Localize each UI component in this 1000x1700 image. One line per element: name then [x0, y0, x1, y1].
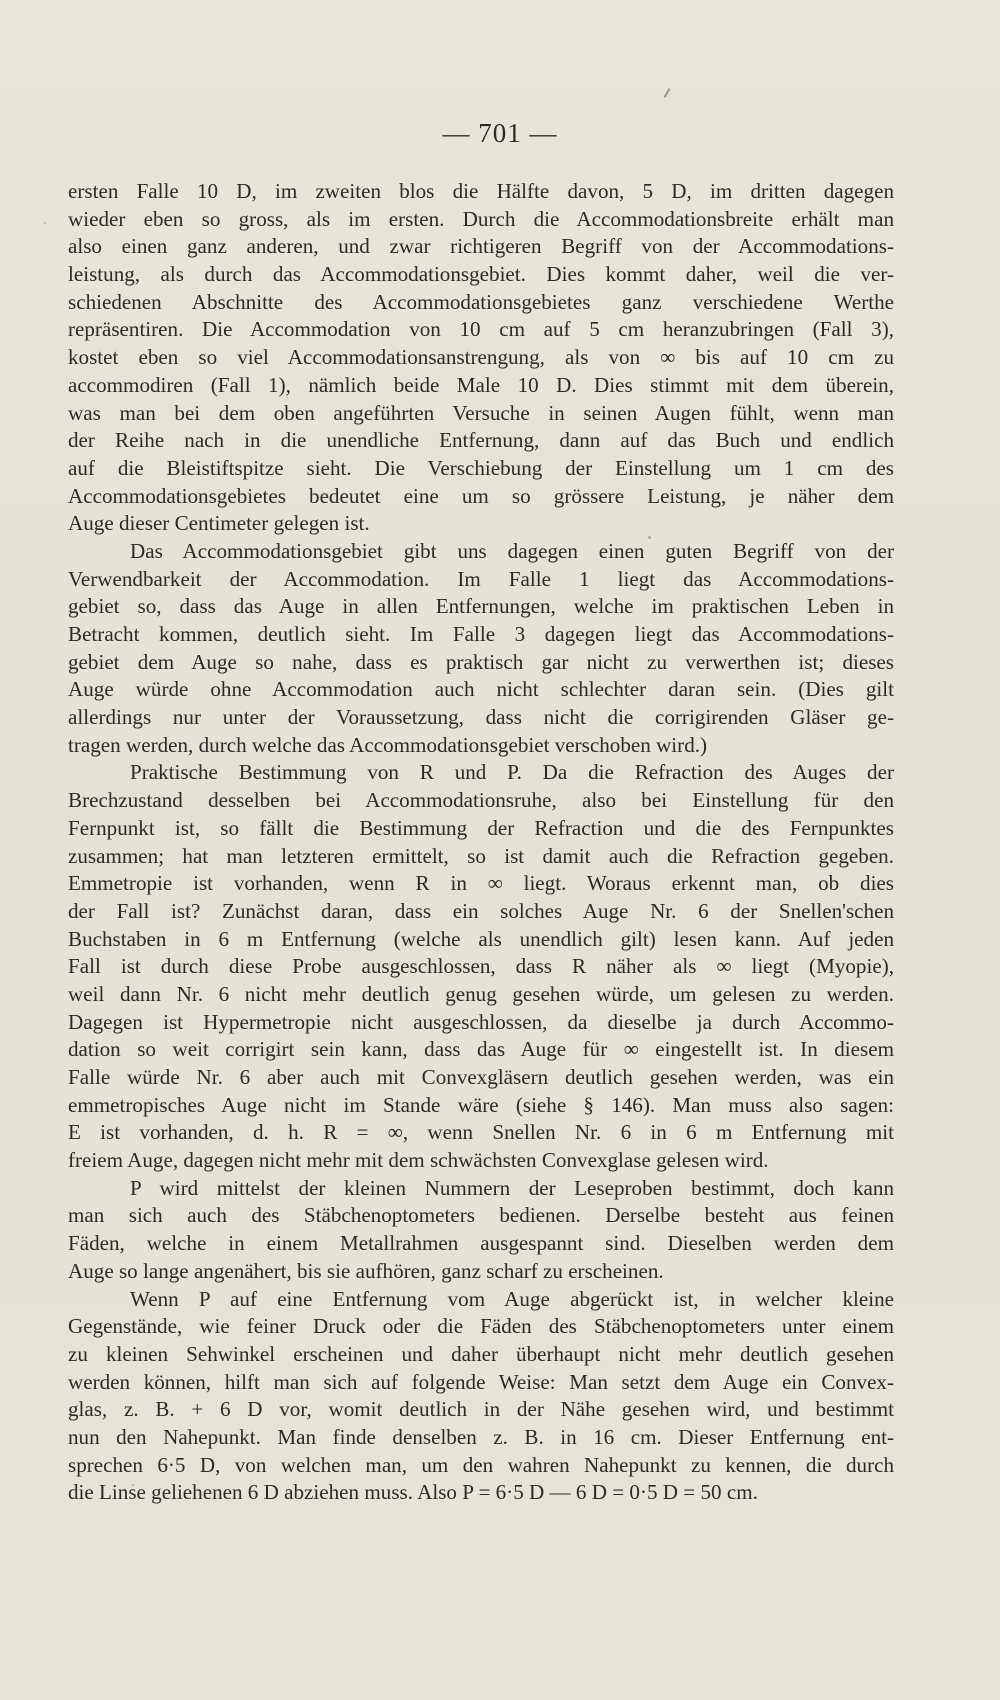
text-line: Betracht kommen, deutlich sieht. Im Falle 3 dagegen liegt das Accommodations- [68, 622, 894, 646]
text-line: gebiet so, dass das Auge in allen Entfernungen, welche im praktischen Leben in [68, 594, 894, 619]
text-line: accommodiren (Fall 1), nämlich beide Male 10 D. Dies stimmt mit dem überein, [68, 372, 894, 397]
text-line: allerdings nur unter der Voraussetzung, dass nicht die corrigirenden Gläser ge- [68, 705, 894, 730]
text-line: emmetropisches Auge nicht im Stande wäre (siehe § 146). Man muss also sagen: [68, 1092, 894, 1117]
text-line: der Fall ist? Zunächst daran, dass ein solches Auge Nr. 6 der Snellen'schen [68, 898, 894, 923]
text-line: zusammen; hat man letzteren ermittelt, so ist damit auch die Refraction gegeben. [68, 843, 894, 868]
text-line: glas, z. B. + 6 D vor, womit deutlich in der Nähe gesehen wird, und bestimmt [68, 1397, 894, 1422]
text-line: werden können, hilft man sich auf folgende Weise: Man setzt dem Auge ein Convex- [68, 1369, 894, 1394]
text-line: die Linse geliehenen 6 D abziehen muss. Also P = 6·5 D — 6 D = 0·5 D = 50 cm. [68, 1480, 758, 1505]
text-line: Gegenstände, wie feiner Druck oder die Fäden des Stäbchenoptometers unter einem [68, 1314, 894, 1339]
text-line: P wird mittelst der kleinen Nummern der Leseproben bestimmt, doch kann [130, 1175, 894, 1200]
text-line: Brechzustand desselben bei Accommodationsruhe, also bei Einstellung für den [68, 788, 894, 813]
text-line: weil dann Nr. 6 nicht mehr deutlich genug gesehen würde, um gelesen zu werden. [68, 981, 894, 1006]
text-line: E ist vorhanden, d. h. R = ∞, wenn Snellen Nr. 6 in 6 m Entfernung mit [68, 1120, 894, 1145]
text-line: tragen werden, durch welche das Accommodationsgebiet verschoben wird.) [68, 732, 708, 757]
text-line: sprechen 6·5 D, von welchen man, um den wahren Nahepunkt zu kennen, die durch [68, 1452, 894, 1477]
text-line: man sich auch des Stäbchenoptometers bedienen. Derselbe besteht aus feinen [68, 1203, 894, 1228]
paper-speck [44, 222, 46, 224]
text-line: zu kleinen Sehwinkel erscheinen und daher überhaupt nicht mehr deutlich gesehen [68, 1341, 894, 1366]
text-line: schiedenen Abschnitte des Accommodationsgebietes ganz verschiedene Werthe [68, 289, 894, 314]
text-line: Praktische Bestimmung von R und P. Da die Refraction des Auges der [130, 760, 894, 785]
text-line: wieder eben so gross, als im ersten. Durch die Accommodationsbreite erhält man [68, 206, 894, 231]
text-line: der Reihe nach in die unendliche Entfernung, dann auf das Buch und endlich [68, 428, 894, 453]
text-line: Das Accommodationsgebiet gibt uns dagegen einen guten Begriff von der [130, 538, 894, 563]
body-text [68, 178, 894, 1507]
text-line: Accommodationsgebietes bedeutet eine um so grössere Leistung, je näher dem [68, 483, 894, 508]
text-line: leistung, als durch das Accommodationsgebiet. Dies kommt daher, weil die ver- [68, 262, 894, 287]
text-line: Buchstaben in 6 m Entfernung (welche als unendlich gilt) lesen kann. Auf jeden [68, 926, 894, 951]
text-line: also einen ganz anderen, und zwar richtigeren Begriff von der Accommodations- [68, 234, 894, 259]
text-line: Wenn P auf eine Entfernung vom Auge abgerückt ist, in welcher kleine [130, 1286, 894, 1311]
pencil-mark [664, 88, 671, 98]
text-line: Dagegen ist Hypermetropie nicht ausgeschlossen, da dieselbe ja durch Accommo- [68, 1009, 894, 1034]
text-line: Fernpunkt ist, so fällt die Bestimmung der Refraction und die des Fernpunktes [68, 815, 894, 840]
page-number: — 701 — [442, 118, 558, 148]
text-line: auf die Bleistiftspitze sieht. Die Verschiebung der Einstellung um 1 cm des [68, 455, 894, 480]
text-line: nun den Nahepunkt. Man finde denselben z. B. in 16 cm. Dieser Entfernung ent- [68, 1424, 894, 1449]
text-line: ersten Falle 10 D, im zweiten blos die Hälfte davon, 5 D, im dritten dagegen [68, 179, 894, 203]
text-line: Fall ist durch diese Probe ausgeschlossen, dass R näher als ∞ liegt (Myopie), [68, 954, 894, 979]
text-line: repräsentiren. Die Accommodation von 10 cm auf 5 cm heranzubringen (Fall 3), [68, 317, 894, 342]
text-line: gebiet dem Auge so nahe, dass es praktisch gar nicht zu verwerthen ist; dieses [68, 649, 894, 674]
text-line: Verwendbarkeit der Accommodation. Im Falle 1 liegt das Accommodations- [68, 566, 894, 591]
text-line: Auge so lange angenähert, bis sie aufhören, ganz scharf zu erscheinen. [68, 1258, 664, 1283]
text-line: was man bei dem oben angeführten Versuche in seinen Augen fühlt, wenn man [68, 400, 894, 425]
text-line: Falle würde Nr. 6 aber auch mit Convexgläsern deutlich gesehen werden, was ein [68, 1065, 894, 1089]
text-line: Auge würde ohne Accommodation auch nicht schlechter daran sein. (Dies gilt [68, 677, 894, 702]
text-line: dation so weit corrigirt sein kann, dass das Auge für ∞ eingestellt ist. In diesem [68, 1037, 894, 1062]
text-line: Fäden, welche in einem Metallrahmen ausgespannt sind. Dieselben werden dem [68, 1231, 894, 1256]
text-line: Emmetropie ist vorhanden, wenn R in ∞ liegt. Woraus erkennt man, ob dies [68, 871, 894, 896]
text-line: freiem Auge, dagegen nicht mehr mit dem schwächsten Convexglase gelesen wird. [68, 1148, 769, 1173]
text-line: kostet eben so viel Accommodationsanstrengung, als von ∞ bis auf 10 cm zu [68, 345, 894, 370]
text-line: Auge dieser Centimeter gelegen ist. [68, 511, 370, 536]
